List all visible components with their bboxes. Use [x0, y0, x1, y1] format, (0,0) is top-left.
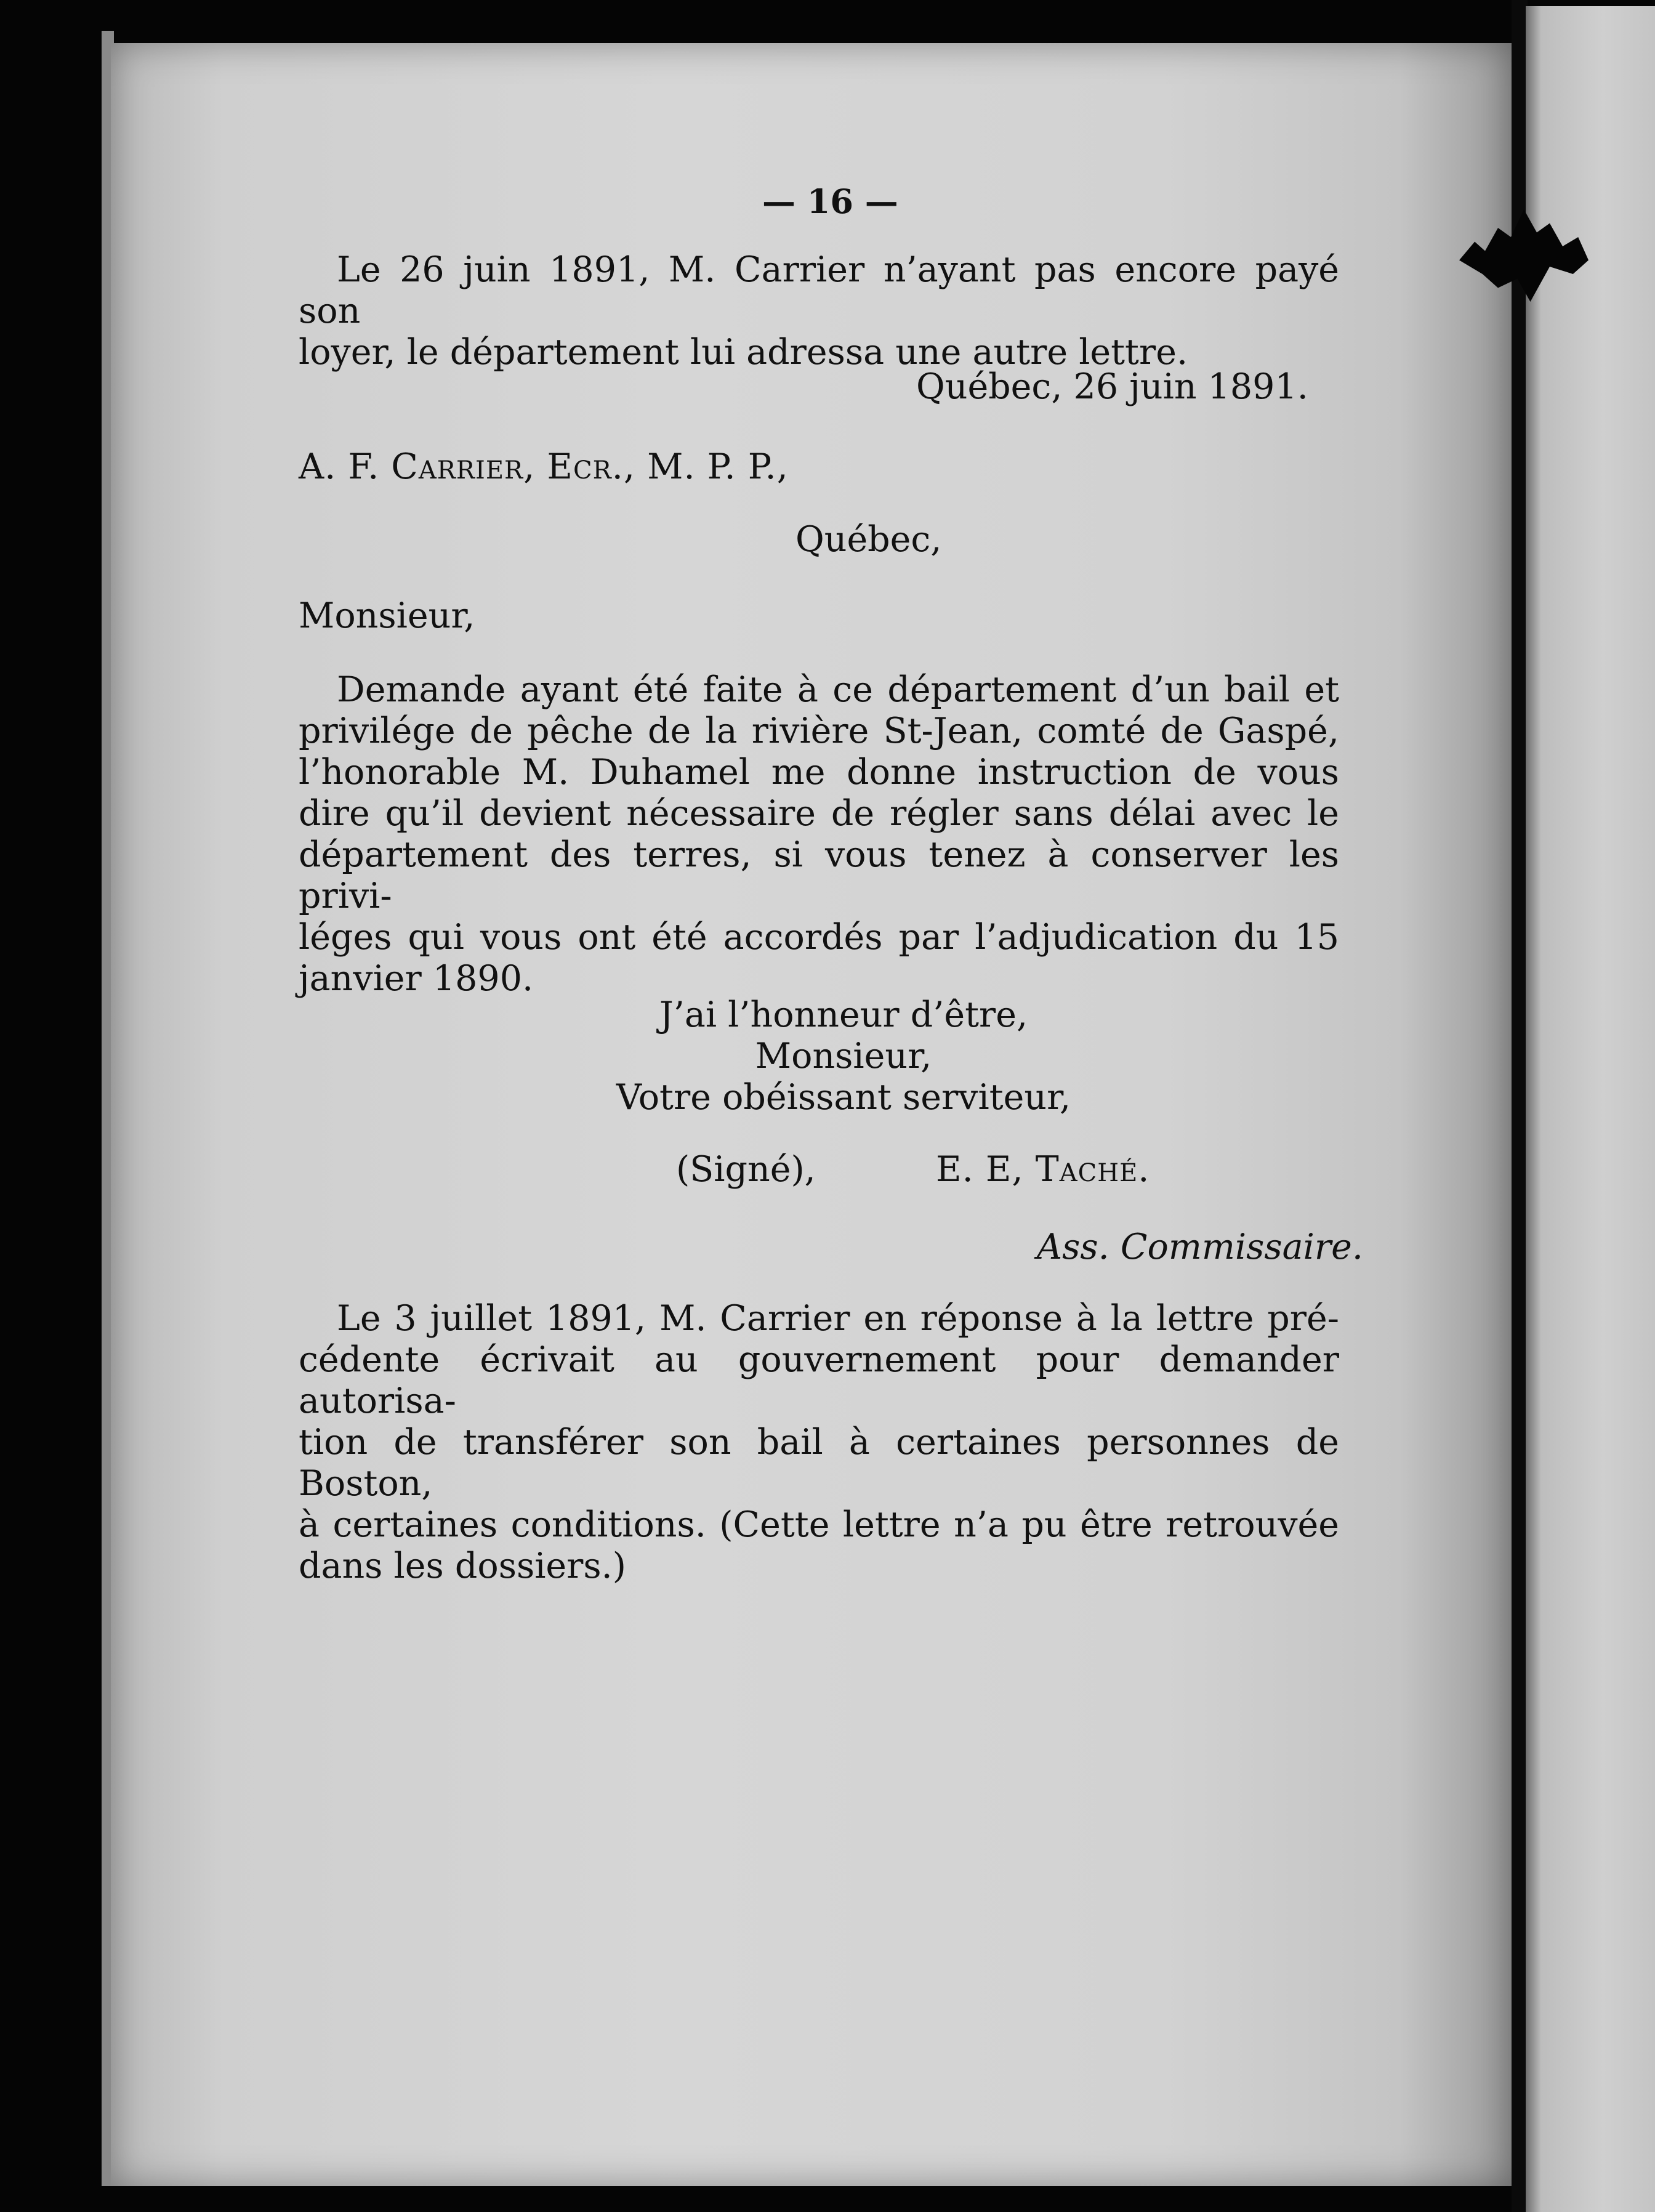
letter-body-line: privilége de pêche de la rivière St-Jean, comté de Gaspé,: [299, 711, 1339, 751]
paragraph-line: loyer, le département lui adressa une autre lettre.: [299, 332, 1188, 373]
paragraph-line: cédente écrivait au gouvernement pour demander autorisa-: [299, 1339, 1339, 1421]
signer-title: Ass. Commissaire.: [1037, 1227, 1363, 1267]
paragraph-followup: [299, 1298, 1339, 1587]
letter-closing: [579, 995, 1108, 1118]
closing-line: Votre obéissant serviteur,: [616, 1077, 1071, 1118]
letter-addressee: [299, 446, 789, 488]
adjacent-page: [1526, 6, 1655, 2212]
letter-body-line: département des terres, si vous tenez à conserver les privi-: [299, 834, 1339, 916]
signed-label: (Signé),: [676, 1149, 816, 1190]
letter-body-line: dire qu’il devient nécessaire de régler sans délai avec le: [299, 793, 1339, 834]
paragraph-line: Le 3 juillet 1891, M. Carrier en réponse à la lettre pré-: [337, 1298, 1339, 1339]
letter-body-line: léges qui vous ont été accordés par l’adjudication du 15: [299, 917, 1339, 958]
letter-salutation: Monsieur,: [299, 595, 475, 636]
paragraph-line: à certaines conditions. (Cette lettre n’a pu être retrouvée: [299, 1504, 1339, 1545]
letter-body-line: Demande ayant été faite à ce département d’un bail et: [337, 669, 1339, 710]
letter-body-line: l’honorable M. Duhamel me donne instruction de vous: [299, 752, 1339, 793]
addressee-name: A. F. Carrier, Ecr., M. P. P.,: [299, 446, 789, 487]
closing-line: J’ai l’honneur d’être,: [659, 995, 1028, 1035]
addressee-city: Québec,: [795, 519, 942, 560]
signer-name-text: E. E, Taché.: [936, 1149, 1150, 1190]
letter-body-line: janvier 1890.: [299, 958, 534, 999]
paragraph-line: tion de transférer son bail à certaines personnes de Boston,: [299, 1422, 1339, 1504]
closing-line: Monsieur,: [755, 1036, 932, 1076]
page-number: — 16 —: [762, 182, 898, 221]
signer-name: [936, 1149, 1150, 1190]
paragraph-line: Le 26 juin 1891, M. Carrier n’ayant pas encore payé son: [299, 249, 1339, 331]
letter-body: [299, 669, 1339, 999]
paragraph-intro: [299, 249, 1339, 373]
letter-dateline: Québec, 26 juin 1891.: [916, 366, 1308, 407]
paragraph-line: dans les dossiers.): [299, 1546, 627, 1586]
